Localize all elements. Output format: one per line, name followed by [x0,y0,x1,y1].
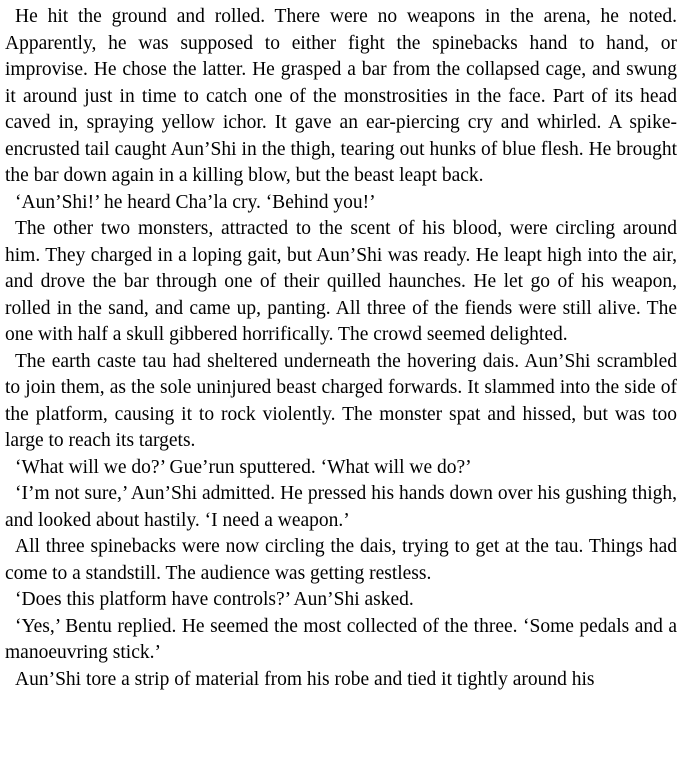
paragraph-10: Aun’Shi tore a strip of material from his robe and tied it tightly around his [15,668,595,690]
paragraph-4: The earth caste tau had sheltered underneath the hovering dais. Aun’Shi scrambled to join them, as the sole uninjured beast charged forwards. It slammed into the side of the platform, causing it to rock violently. The monster spat and hissed, but was too large to reach its targets. [5,350,677,451]
paragraph-2: ‘Aun’Shi!’ he heard Cha’la cry. ‘Behind you!’ [15,191,376,213]
paragraph-9: ‘Yes,’ Bentu replied. He seemed the most collected of the three. ‘Some pedals and a manoeuvring stick.’ [5,615,677,663]
paragraph-3: The other two monsters, attracted to the scent of his blood, were circling around him. They charged in a loping gait, but Aun’Shi was ready. He leapt high into the air, and drove the bar through one of their quilled haunches. He let go of his weapon, rolled in the sand, and came up, panting. All three of the fiends were still alive. The one with half a skull gibbered horrifically. The crowd seemed delighted. [5,218,677,345]
paragraph-5: ‘What will we do?’ Gue’run sputtered. ‘What will we do?’ [15,456,472,478]
paragraph-6: ‘I’m not sure,’ Aun’Shi admitted. He pressed his hands down over his gushing thigh, and looked about hastily. ‘I need a weapon.’ [5,483,677,531]
paragraph-1: He hit the ground and rolled. There were no weapons in the arena, he noted. Apparently, he was supposed to either fight the spinebacks hand to hand, or improvise. He chose the latter. He grasped a bar from the collapsed cage, and swung it around just in time to catch one of the monstrosities in the face. Part of its head caved in, spraying yellow ichor. It gave an ear-piercing cry and whirled. A spike-encrusted tail caught Aun’Shi in the thigh, tearing out hunks of blue flesh. He brought the bar down again in a killing blow, but the beast leapt back. [5,6,677,186]
paragraph-7: All three spinebacks were now circling the dais, trying to get at the tau. Things had come to a standstill. The audience was getting restless. [5,536,677,584]
paragraph-8: ‘Does this platform have controls?’ Aun’Shi asked. [15,589,414,610]
